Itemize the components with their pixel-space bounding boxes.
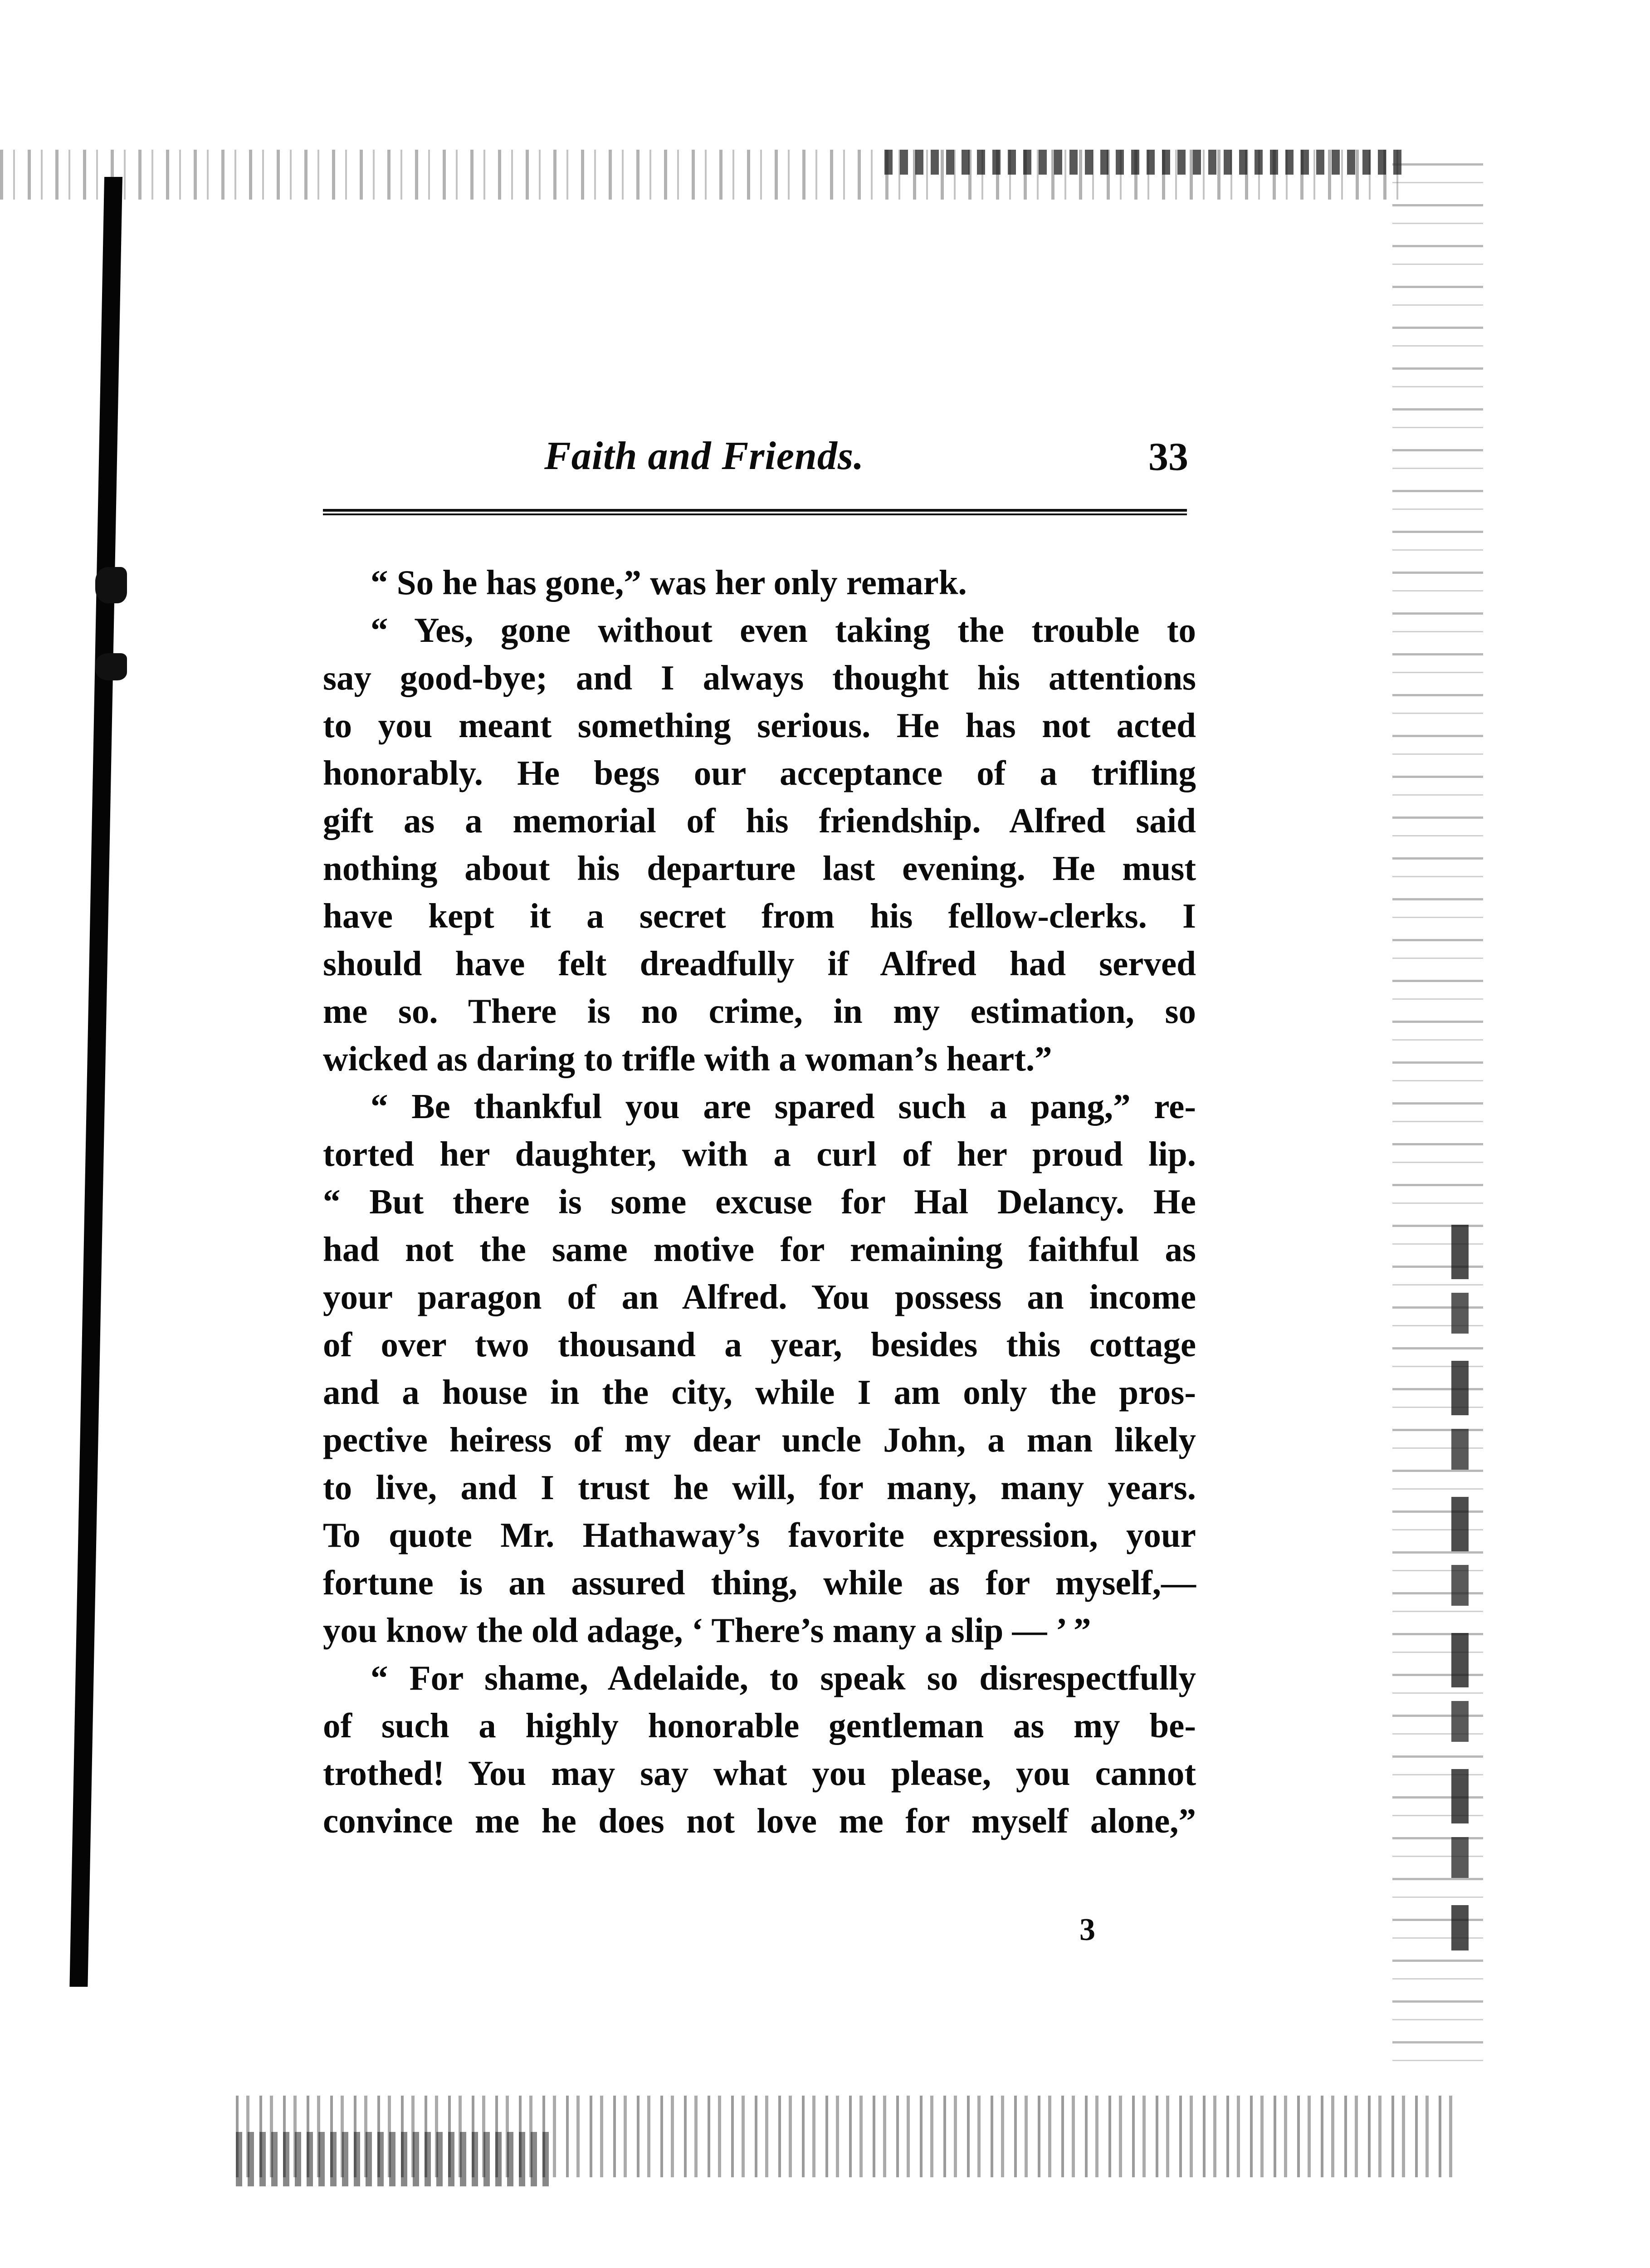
text-line: “ But there is some excuse for Hal Delancy. He — [323, 1182, 1196, 1221]
text-line: should have felt dreadfully if Alfred had served — [323, 944, 1196, 983]
text-line: “ So he has gone,” was her only remark. — [371, 563, 967, 602]
binding-edge — [69, 177, 122, 1987]
text-line: and a house in the city, while I am only the pros- — [323, 1373, 1196, 1412]
text-line: trothed! You may say what you please, you cannot — [323, 1754, 1196, 1793]
binding-blot — [95, 567, 127, 603]
text-line: honorably. He begs our acceptance of a trifling — [323, 753, 1196, 792]
scan-noise-right-bars — [1451, 1225, 1469, 1950]
text-line: had not the same motive for remaining faithful as — [323, 1230, 1196, 1269]
text-line: wicked as daring to trifle with a woman’s heart.” — [323, 1039, 1052, 1078]
text-line: “ For shame, Adelaide, to speak so disrespectfully — [371, 1658, 1196, 1697]
text-line: to you meant something serious. He has not acted — [323, 706, 1196, 745]
text-line: “ Yes, gone without even taking the trouble to — [371, 611, 1196, 650]
scan-noise-top-dark — [884, 150, 1406, 175]
running-title: Faith and Friends. — [544, 434, 864, 478]
text-line: convince me he does not love me for myself alone,” — [323, 1801, 1196, 1840]
text-line: your paragon of an Alfred. You possess an income — [323, 1277, 1196, 1316]
text-line: me so. There is no crime, in my estimation, so — [323, 992, 1196, 1031]
header-rule — [323, 509, 1187, 515]
text-line: of such a highly honorable gentleman as my be- — [323, 1706, 1196, 1745]
binding-blot — [95, 653, 127, 680]
text-line: have kept it a secret from his fellow-clerks. I — [323, 896, 1196, 935]
scan-noise-bottom-left — [236, 2132, 553, 2186]
running-head — [544, 433, 1188, 497]
text-line: you know the old adage, ‘ There’s many a slip — ’ ” — [323, 1611, 1091, 1650]
signature-mark: 3 — [1079, 1912, 1095, 1947]
body-text — [323, 559, 1196, 1845]
text-line: torted her daughter, with a curl of her proud lip. — [323, 1134, 1196, 1173]
text-line: gift as a memorial of his friendship. Alfred said — [323, 801, 1196, 840]
text-line: “ Be thankful you are spared such a pang,” re- — [371, 1087, 1196, 1126]
text-line: to live, and I trust he will, for many, many years. — [323, 1468, 1196, 1507]
text-line: fortune is an assured thing, while as for myself,— — [323, 1563, 1196, 1602]
text-line: To quote Mr. Hathaway’s favorite expression, your — [323, 1515, 1196, 1554]
text-line: nothing about his departure last evening. He must — [323, 849, 1196, 888]
page-number: 33 — [1148, 435, 1188, 479]
text-line: pective heiress of my dear uncle John, a man likely — [323, 1420, 1196, 1459]
scan-noise-right — [1392, 163, 1483, 2068]
text-line: of over two thousand a year, besides this cottage — [323, 1325, 1196, 1364]
text-line: say good-bye; and I always thought his attentions — [323, 658, 1196, 697]
